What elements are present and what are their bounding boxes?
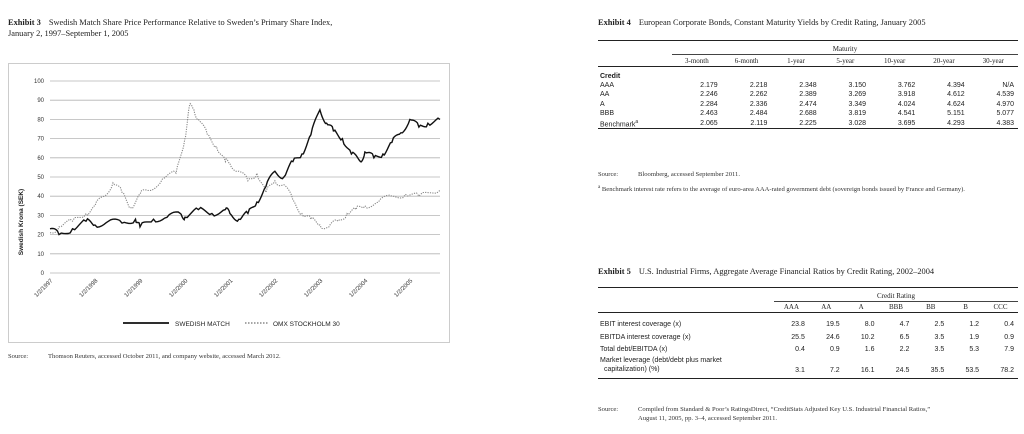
table-row: [598, 100, 1018, 110]
table-row: [598, 319, 1018, 332]
chart-legend: [123, 321, 340, 328]
table-cell: 4.970: [996, 100, 1014, 108]
exhibit3-source: [8, 352, 448, 361]
exhibit4-source: [598, 170, 1018, 179]
table-cell: 5.3: [969, 346, 980, 354]
table-cell: 19.5: [826, 321, 840, 329]
financial-ratios-table: [598, 287, 1018, 379]
series-line-swedish-match: [50, 110, 440, 235]
maturity-header: Maturity: [672, 41, 1018, 55]
row-label-text: AAA: [600, 81, 615, 89]
table-cell: 24.6: [826, 333, 840, 341]
table-row: [598, 109, 1018, 119]
exhibit5-source-label: Source:: [598, 406, 619, 413]
benchmark-footnote-mark: a: [635, 118, 639, 125]
table-cell: 2.336: [749, 100, 768, 108]
table-cell: 4.612: [947, 91, 965, 99]
x-tick-label: 1/2/1999: [123, 278, 145, 299]
row-label: Total debt/EBITDA (x): [600, 346, 668, 354]
row-label-text: BBB: [600, 110, 615, 118]
table-cell: 1.2: [969, 321, 980, 329]
table-cell: 3.5: [934, 346, 945, 354]
table-cell: 2.5: [934, 321, 945, 329]
legend-swedish-match: SWEDISH MATCH: [175, 321, 230, 328]
x-tick-label: 1/2/2000: [168, 278, 190, 299]
table-cell: 3.762: [897, 81, 916, 89]
table-cell: 4.541: [897, 110, 916, 118]
table-cell: 53.5: [965, 367, 980, 374]
x-tick-label: 1/2/2003: [303, 278, 325, 299]
y-tick-label: 100: [33, 79, 44, 85]
row-label: EBIT interest coverage (x): [600, 321, 682, 329]
exhibit5-label: Exhibit 5: [598, 267, 631, 276]
table-cell: 6.5: [899, 333, 910, 341]
x-tick-label: 1/2/2001: [213, 278, 235, 299]
exhibit3-source-label: Source:: [8, 353, 29, 360]
footnote-mark: a: [598, 185, 601, 190]
row-label: [598, 119, 672, 129]
table-cell: 3.5: [934, 333, 945, 341]
table-cell: 2.284: [700, 100, 718, 108]
exhibit4-source-text: Bloomberg, accessed September 2011.: [638, 171, 740, 178]
credit-rating-header: Credit Rating: [774, 288, 1018, 302]
table-cell: 2.119: [750, 119, 768, 127]
table-cell: 0.9: [829, 346, 840, 354]
table-cell: 4.383: [996, 119, 1014, 127]
row-label: [598, 100, 672, 110]
row-label-line2: capitalization) (%): [604, 366, 660, 373]
y-tick-label: 10: [37, 251, 44, 258]
table-cell: 2.262: [749, 91, 768, 99]
table-row: [598, 90, 1018, 100]
rating-col-5: B: [963, 303, 968, 311]
exhibit5-source-text2: August 11, 2005, pp. 3–4, accessed September 2011.: [638, 415, 778, 422]
y-axis-label: Swedish Krona (SEK): [18, 188, 25, 256]
table-cell: 2.389: [799, 91, 817, 99]
table-cell: 4.624: [947, 100, 965, 108]
table-row: [598, 119, 1018, 129]
table-cell: 7.2: [829, 367, 840, 374]
table-cell: 0.4: [795, 346, 805, 354]
row-label-text: A: [600, 100, 605, 108]
rating-col-3: BBB: [888, 303, 903, 311]
y-tick-label: 80: [37, 117, 44, 124]
share-price-chart: [8, 63, 450, 343]
exhibit4-source-label: Source:: [598, 171, 619, 178]
table-cell: 1.9: [969, 333, 980, 341]
y-tick-label: 40: [37, 194, 44, 201]
table-cell: 2.348: [799, 81, 817, 89]
table-cell: 3.150: [848, 81, 867, 89]
bond-yields-table: [598, 40, 1018, 129]
table-cell: 3.695: [897, 119, 916, 127]
table-cell: 7.9: [1004, 346, 1014, 354]
table-cell: 2.474: [799, 100, 817, 108]
exhibit3-label: Exhibit 3: [8, 18, 41, 27]
x-tick-label: 1/2/2004: [348, 278, 370, 299]
table-cell: 8.0: [864, 321, 875, 329]
exhibit3-title: [8, 17, 448, 39]
table-cell: 0.4: [1004, 321, 1014, 329]
table-cell: 2.484: [749, 110, 768, 118]
table-cell: 2.2: [899, 346, 910, 354]
exhibit3-source-text: Thomson Reuters, accessed October 2011, and company website, accessed March 2012.: [48, 353, 281, 360]
rating-col-6: CCC: [993, 303, 1008, 311]
exhibit4-title-text: European Corporate Bonds, Constant Maturity Yields by Credit Rating, January 2005: [638, 18, 926, 27]
rating-col-1: AA: [821, 303, 832, 311]
table-cell: 0.9: [1004, 333, 1014, 341]
table-cell: 4.394: [947, 81, 965, 89]
table-cell: 2.463: [700, 110, 718, 118]
row-label: [598, 356, 774, 379]
table-cell: 4.024: [897, 100, 916, 108]
x-tick-label: 1/2/1997: [33, 278, 55, 299]
table-cell: 78.2: [1000, 367, 1014, 374]
col-header-2: 1-year: [787, 56, 805, 65]
col-header-0: 3-month: [684, 56, 709, 65]
row-label-line1: Market leverage (debt/debt plus market: [600, 357, 722, 364]
rating-col-4: BB: [926, 303, 936, 311]
exhibit5-title-text: U.S. Industrial Firms, Aggregate Average Financial Ratios by Credit Rating, 2002–2004: [638, 267, 935, 276]
x-tick-label: 1/2/2005: [393, 278, 415, 299]
table-cell: 1.6: [864, 346, 875, 354]
table-cell: 3.349: [848, 100, 867, 108]
table-cell: 24.5: [895, 367, 910, 374]
x-tick-label: 1/2/1998: [78, 278, 100, 299]
table-cell: 5.151: [947, 110, 965, 118]
table-cell: 3.819: [848, 110, 867, 118]
credit-header: Credit: [600, 73, 621, 81]
y-tick-label: 20: [37, 232, 44, 239]
rating-col-2: A: [858, 303, 864, 311]
table-cell: 4.7: [899, 321, 910, 329]
table-cell: 23.8: [791, 321, 805, 329]
table-cell: 4.539: [996, 91, 1014, 99]
chart-svg: [9, 64, 449, 342]
exhibit3-title-line2: January 2, 1997–September 1, 2005: [8, 29, 129, 38]
table-row: [598, 331, 1018, 344]
col-header-1: 6-month: [734, 56, 759, 65]
y-tick-label: 90: [37, 98, 44, 105]
row-label: [598, 90, 672, 100]
footnote-text: Benchmark interest rate refers to the average of euro-area AAA-rated government debt (sovereign bonds issued by France and Germany).: [600, 186, 965, 194]
row-label-text: Benchmark: [600, 120, 636, 128]
table-cell: 2.688: [799, 110, 817, 118]
exhibit5-source-text: Compiled from Standard & Poor’s RatingsDirect, “CreditStats Adjusted Key U.S. Industrial Financial Ratios,”: [638, 406, 931, 413]
table-cell: 10.2: [860, 333, 875, 341]
x-tick-label: 1/2/2002: [258, 278, 280, 299]
exhibit4-footnote: [598, 184, 1018, 195]
table-cell: 2.179: [700, 81, 718, 89]
exhibit5-source: [598, 405, 1018, 423]
exhibit4-title: [598, 17, 1018, 28]
col-header-6: 30-year: [982, 56, 1005, 65]
y-tick-label: 30: [37, 213, 44, 220]
table-cell: 3.269: [848, 91, 867, 99]
y-tick-label: 60: [37, 155, 44, 162]
table-row: [598, 81, 1018, 91]
exhibit5-title: [598, 266, 1018, 277]
col-header-5: 20-year: [933, 56, 955, 65]
table-cell: 2.065: [700, 119, 718, 127]
rating-col-0: AAA: [783, 303, 799, 311]
row-label-text: AA: [600, 91, 610, 99]
col-header-4: 10-year: [883, 56, 906, 65]
col-header-3: 5-year: [836, 56, 855, 65]
table-cell: 3.028: [848, 119, 867, 127]
table-cell: N/A: [1002, 81, 1014, 89]
table-cell: 3.918: [897, 91, 916, 99]
table-cell: 25.5: [791, 333, 805, 341]
row-label: EBITDA interest coverage (x): [600, 333, 691, 341]
table-row: [598, 344, 1018, 357]
table-cell: 4.293: [947, 119, 965, 127]
exhibit3-title-line1: Swedish Match Share Price Performance Relative to Sweden’s Primary Share Index,: [48, 18, 333, 27]
row-label: [598, 109, 672, 119]
y-tick-label: 50: [37, 175, 44, 181]
row-label: [598, 81, 672, 91]
table-cell: 3.1: [795, 367, 805, 374]
table-cell: 5.077: [996, 110, 1014, 118]
y-tick-label: 70: [37, 136, 44, 143]
table-cell: 2.246: [700, 91, 718, 99]
table-cell: 2.218: [749, 81, 768, 89]
table-row: [598, 356, 1018, 379]
exhibit4-label: Exhibit 4: [598, 18, 631, 27]
table-cell: 16.1: [860, 367, 875, 374]
table-cell: 35.5: [930, 367, 945, 374]
table-cell: 2.225: [799, 119, 817, 127]
y-tick-label: 0: [40, 271, 44, 277]
legend-omx-stockholm: OMX STOCKHOLM 30: [273, 321, 340, 328]
